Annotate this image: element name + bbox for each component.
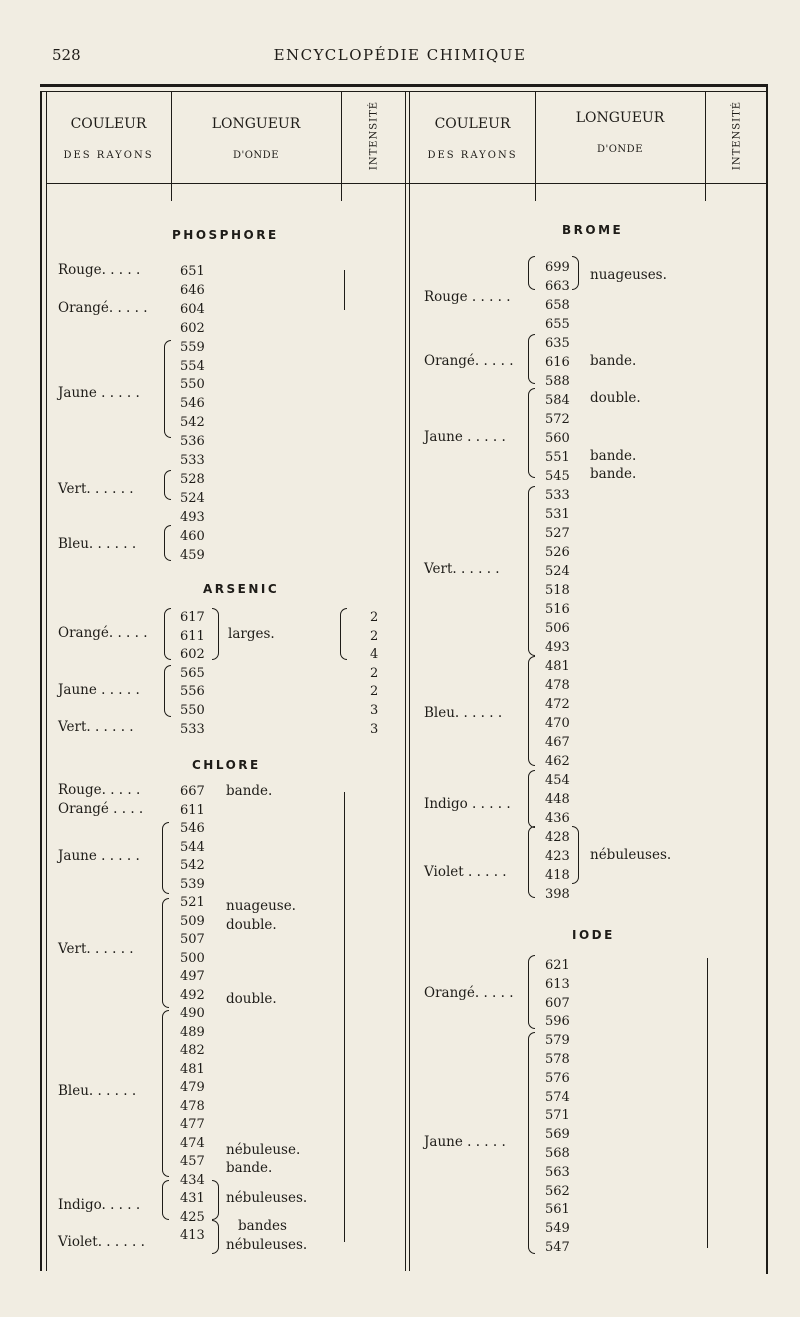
wavelength-value: 533 xyxy=(180,721,205,737)
page-number: 528 xyxy=(52,46,81,64)
wavelength-value: 602 xyxy=(180,647,205,663)
wavelength-value: 526 xyxy=(545,545,570,560)
wavelength-value: 560 xyxy=(545,431,570,446)
intensity-value: 2 xyxy=(370,665,379,681)
wavelength-value: 479 xyxy=(180,1080,205,1095)
section-title-phosphore: PHOSPHORE xyxy=(172,228,279,242)
wavelength-value: 550 xyxy=(180,377,205,393)
rule xyxy=(344,792,345,1242)
wavelength-value: 565 xyxy=(180,665,205,681)
table-top-rule-thick xyxy=(40,84,768,87)
brace xyxy=(162,822,169,894)
intensity-value: 3 xyxy=(370,721,379,737)
wavelength-value: 527 xyxy=(545,526,570,541)
color-label: Orangé. . . . . xyxy=(58,625,148,641)
color-label: Orangé . . . . xyxy=(58,801,144,817)
color-label: Vert. . . . . . xyxy=(58,481,134,497)
note: bande. xyxy=(590,466,637,482)
color-label: Vert. . . . . . xyxy=(424,561,500,577)
wavelength-value: 699 xyxy=(545,260,570,275)
table-top-rule-thin xyxy=(40,91,768,92)
wavelength-value: 655 xyxy=(545,317,570,332)
section-title-iode: IODE xyxy=(572,928,615,942)
wavelength-value: 459 xyxy=(180,547,205,563)
wavelength-value: 481 xyxy=(180,1061,205,1077)
wavelength-value: 454 xyxy=(545,773,570,788)
brace xyxy=(528,955,535,1029)
wavelength-value: 602 xyxy=(180,320,205,336)
left-col1-header: COULEUR xyxy=(70,116,147,132)
wavelength-value: 621 xyxy=(545,958,570,973)
wavelength-value: 544 xyxy=(180,839,205,855)
wavelength-value: 531 xyxy=(545,507,570,522)
rule xyxy=(344,270,345,310)
note: bande. xyxy=(226,783,273,799)
wavelength-value: 533 xyxy=(180,453,205,468)
brace xyxy=(212,608,219,660)
color-label: Jaune . . . . . xyxy=(424,429,506,445)
wavelength-value: 431 xyxy=(180,1191,205,1206)
wavelength-value: 561 xyxy=(545,1202,570,1218)
wavelength-value: 474 xyxy=(180,1135,205,1151)
running-title: ENCYCLOPÉDIE CHIMIQUE xyxy=(273,46,527,64)
color-label: Jaune . . . . . xyxy=(58,848,140,864)
wavelength-value: 546 xyxy=(180,396,205,412)
brace xyxy=(340,608,347,660)
intensity-value: 2 xyxy=(370,684,379,700)
wavelength-value: 539 xyxy=(180,876,205,892)
section-title-chlore: CHLORE xyxy=(192,758,261,772)
wavelength-value: 478 xyxy=(545,678,570,693)
brace xyxy=(212,1220,219,1254)
wavelength-value: 542 xyxy=(180,858,205,873)
wavelength-value: 434 xyxy=(180,1172,205,1188)
color-label: Vert. . . . . . xyxy=(58,719,134,735)
note: nuageuse. xyxy=(226,898,296,914)
color-label: Bleu. . . . . . xyxy=(58,536,137,552)
wavelength-value: 588 xyxy=(545,374,570,389)
wavelength-value: 569 xyxy=(545,1127,570,1143)
brace xyxy=(528,256,535,290)
wavelength-value: 574 xyxy=(545,1089,570,1105)
wavelength-value: 497 xyxy=(180,969,205,984)
wavelength-value: 428 xyxy=(545,830,570,845)
wavelength-value: 611 xyxy=(180,802,205,818)
wavelength-value: 492 xyxy=(180,987,205,1003)
wavelength-value: 554 xyxy=(180,358,205,374)
color-label: Bleu. . . . . . xyxy=(58,1083,137,1099)
wavelength-value: 477 xyxy=(180,1117,205,1132)
table-center-divider-2 xyxy=(409,91,410,1271)
wavelength-value: 533 xyxy=(545,488,570,503)
wavelength-value: 448 xyxy=(545,792,570,807)
wavelength-value: 550 xyxy=(180,703,205,718)
wavelength-value: 562 xyxy=(545,1183,570,1199)
wavelength-value: 472 xyxy=(545,697,570,712)
color-label: Orangé. . . . . xyxy=(424,985,514,1001)
note: nuageuses. xyxy=(590,267,667,283)
wavelength-value: 617 xyxy=(180,610,205,625)
wavelength-value: 493 xyxy=(180,509,205,525)
wavelength-value: 518 xyxy=(545,583,570,598)
wavelength-value: 481 xyxy=(545,659,570,674)
color-label: Violet . . . . . xyxy=(424,864,507,880)
wavelength-value: 509 xyxy=(180,913,205,929)
wavelength-value: 425 xyxy=(180,1209,205,1225)
note: double. xyxy=(226,991,277,1007)
wavelength-value: 490 xyxy=(180,1006,205,1021)
section-title-arsenic: ARSENIC xyxy=(203,582,280,596)
wavelength-value: 500 xyxy=(180,950,205,966)
wavelength-value: 613 xyxy=(545,976,570,992)
section-title-brome: BROME xyxy=(562,223,624,237)
color-label: Jaune . . . . . xyxy=(424,1134,506,1150)
table-left-border-inner xyxy=(46,91,47,1271)
wavelength-value: 579 xyxy=(545,1033,570,1049)
color-label: Rouge. . . . . xyxy=(58,262,141,278)
brace xyxy=(164,470,171,500)
color-label: Vert. . . . . . xyxy=(58,941,134,957)
wavelength-value: 611 xyxy=(180,628,205,644)
color-label: Orangé. . . . . xyxy=(58,300,148,316)
color-label: Indigo . . . . . xyxy=(424,796,511,812)
right-header-sep-2 xyxy=(705,91,706,201)
brace xyxy=(164,340,171,438)
wavelength-value: 413 xyxy=(180,1228,205,1243)
wavelength-value: 507 xyxy=(180,932,205,947)
brace xyxy=(528,826,535,898)
brace xyxy=(162,898,169,1008)
brace xyxy=(572,826,579,884)
note: bande. xyxy=(226,1160,273,1176)
wavelength-value: 516 xyxy=(545,602,570,617)
wavelength-value: 607 xyxy=(545,995,570,1011)
header-bottom-rule xyxy=(46,183,766,184)
wavelength-value: 596 xyxy=(545,1014,570,1030)
wavelength-value: 482 xyxy=(180,1043,205,1058)
brace xyxy=(164,608,171,660)
wavelength-value: 536 xyxy=(180,434,205,450)
intensity-value: 2 xyxy=(370,610,379,625)
right-col1-header: COULEUR xyxy=(434,116,511,132)
wavelength-value: 524 xyxy=(545,564,570,579)
brace xyxy=(162,1010,169,1177)
wavelength-value: 470 xyxy=(545,716,570,731)
wavelength-value: 524 xyxy=(180,490,205,506)
wavelength-value: 457 xyxy=(180,1154,205,1169)
wavelength-value: 423 xyxy=(545,849,570,864)
wavelength-value: 651 xyxy=(180,264,205,279)
wavelength-value: 658 xyxy=(545,298,570,313)
left-col2-subheader: D'ONDE xyxy=(232,150,280,161)
wavelength-value: 551 xyxy=(545,450,570,465)
wavelength-value: 418 xyxy=(545,868,570,883)
wavelength-value: 556 xyxy=(180,684,205,700)
wavelength-value: 489 xyxy=(180,1024,205,1040)
wavelength-value: 572 xyxy=(545,412,570,427)
brace xyxy=(164,525,171,561)
note: nébuleuses. xyxy=(226,1190,308,1206)
wavelength-value: 646 xyxy=(180,282,205,298)
wavelength-value: 616 xyxy=(545,355,570,370)
color-label: Indigo. . . . . xyxy=(58,1197,141,1213)
note: bandes xyxy=(238,1218,287,1234)
table-center-divider xyxy=(405,91,406,1271)
note: nébuleuses. xyxy=(226,1237,308,1253)
left-col3-header: INTENSITÉ xyxy=(368,100,380,171)
wavelength-value: 460 xyxy=(180,528,205,544)
wavelength-value: 576 xyxy=(545,1070,570,1086)
wavelength-value: 545 xyxy=(545,469,570,484)
color-label: Rouge . . . . . xyxy=(424,289,511,305)
brace xyxy=(572,256,579,290)
color-label: Jaune . . . . . xyxy=(58,682,140,698)
left-header-sep-2 xyxy=(341,91,342,201)
wavelength-value: 493 xyxy=(545,640,570,655)
note-larges: larges. xyxy=(228,626,275,642)
wavelength-value: 604 xyxy=(180,301,205,317)
brace xyxy=(528,656,535,766)
wavelength-value: 467 xyxy=(545,735,570,750)
left-header-sep-1 xyxy=(171,91,172,201)
brace xyxy=(212,1180,219,1220)
wavelength-value: 667 xyxy=(180,784,205,799)
wavelength-value: 549 xyxy=(545,1221,570,1237)
brace xyxy=(528,388,535,478)
wavelength-value: 571 xyxy=(545,1108,570,1124)
wavelength-value: 559 xyxy=(180,339,205,355)
color-label: Bleu. . . . . . xyxy=(424,705,503,721)
right-col2-subheader: D'ONDE xyxy=(596,144,644,155)
brace xyxy=(528,486,535,656)
table-right-border xyxy=(766,84,768,1274)
table-left-border xyxy=(40,91,42,1271)
left-col2-header: LONGUEUR xyxy=(211,116,301,132)
color-label: Rouge. . . . . xyxy=(58,782,141,798)
wavelength-value: 663 xyxy=(545,279,570,294)
wavelength-value: 635 xyxy=(545,336,570,351)
brace xyxy=(528,334,535,384)
wavelength-value: 546 xyxy=(180,821,205,836)
wavelength-value: 578 xyxy=(545,1052,570,1067)
left-col1-subheader: DES RAYONS xyxy=(63,150,154,161)
color-label: Jaune . . . . . xyxy=(58,385,140,401)
wavelength-value: 398 xyxy=(545,887,570,902)
brace xyxy=(528,770,535,828)
note: double. xyxy=(226,917,277,933)
note: nébuleuse. xyxy=(226,1142,301,1158)
intensity-value: 3 xyxy=(370,703,379,718)
intensity-value: 2 xyxy=(370,628,379,644)
right-col1-subheader: DES RAYONS xyxy=(427,150,518,161)
note: bande. xyxy=(590,448,637,464)
wavelength-value: 542 xyxy=(180,415,205,431)
color-label: Violet. . . . . . xyxy=(58,1234,145,1250)
note: bande. xyxy=(590,353,637,369)
wavelength-value: 568 xyxy=(545,1146,570,1161)
right-col3-header: INTENSITÉ xyxy=(731,100,743,171)
note: nébuleuses. xyxy=(590,847,672,863)
wavelength-value: 436 xyxy=(545,811,570,826)
color-label: Orangé. . . . . xyxy=(424,353,514,369)
brace xyxy=(528,1032,535,1254)
wavelength-value: 478 xyxy=(180,1098,205,1114)
wavelength-value: 584 xyxy=(545,393,570,408)
wavelength-value: 506 xyxy=(545,621,570,636)
brace xyxy=(164,665,171,717)
wavelength-value: 528 xyxy=(180,471,205,487)
wavelength-value: 547 xyxy=(545,1240,570,1255)
brace xyxy=(162,1180,169,1220)
wavelength-value: 521 xyxy=(180,895,205,910)
intensity-value: 4 xyxy=(370,647,379,663)
rule xyxy=(707,958,708,1248)
note: double. xyxy=(590,390,641,406)
right-col2-header: LONGUEUR xyxy=(575,110,665,126)
wavelength-value: 462 xyxy=(545,754,570,769)
wavelength-value: 563 xyxy=(545,1164,570,1180)
